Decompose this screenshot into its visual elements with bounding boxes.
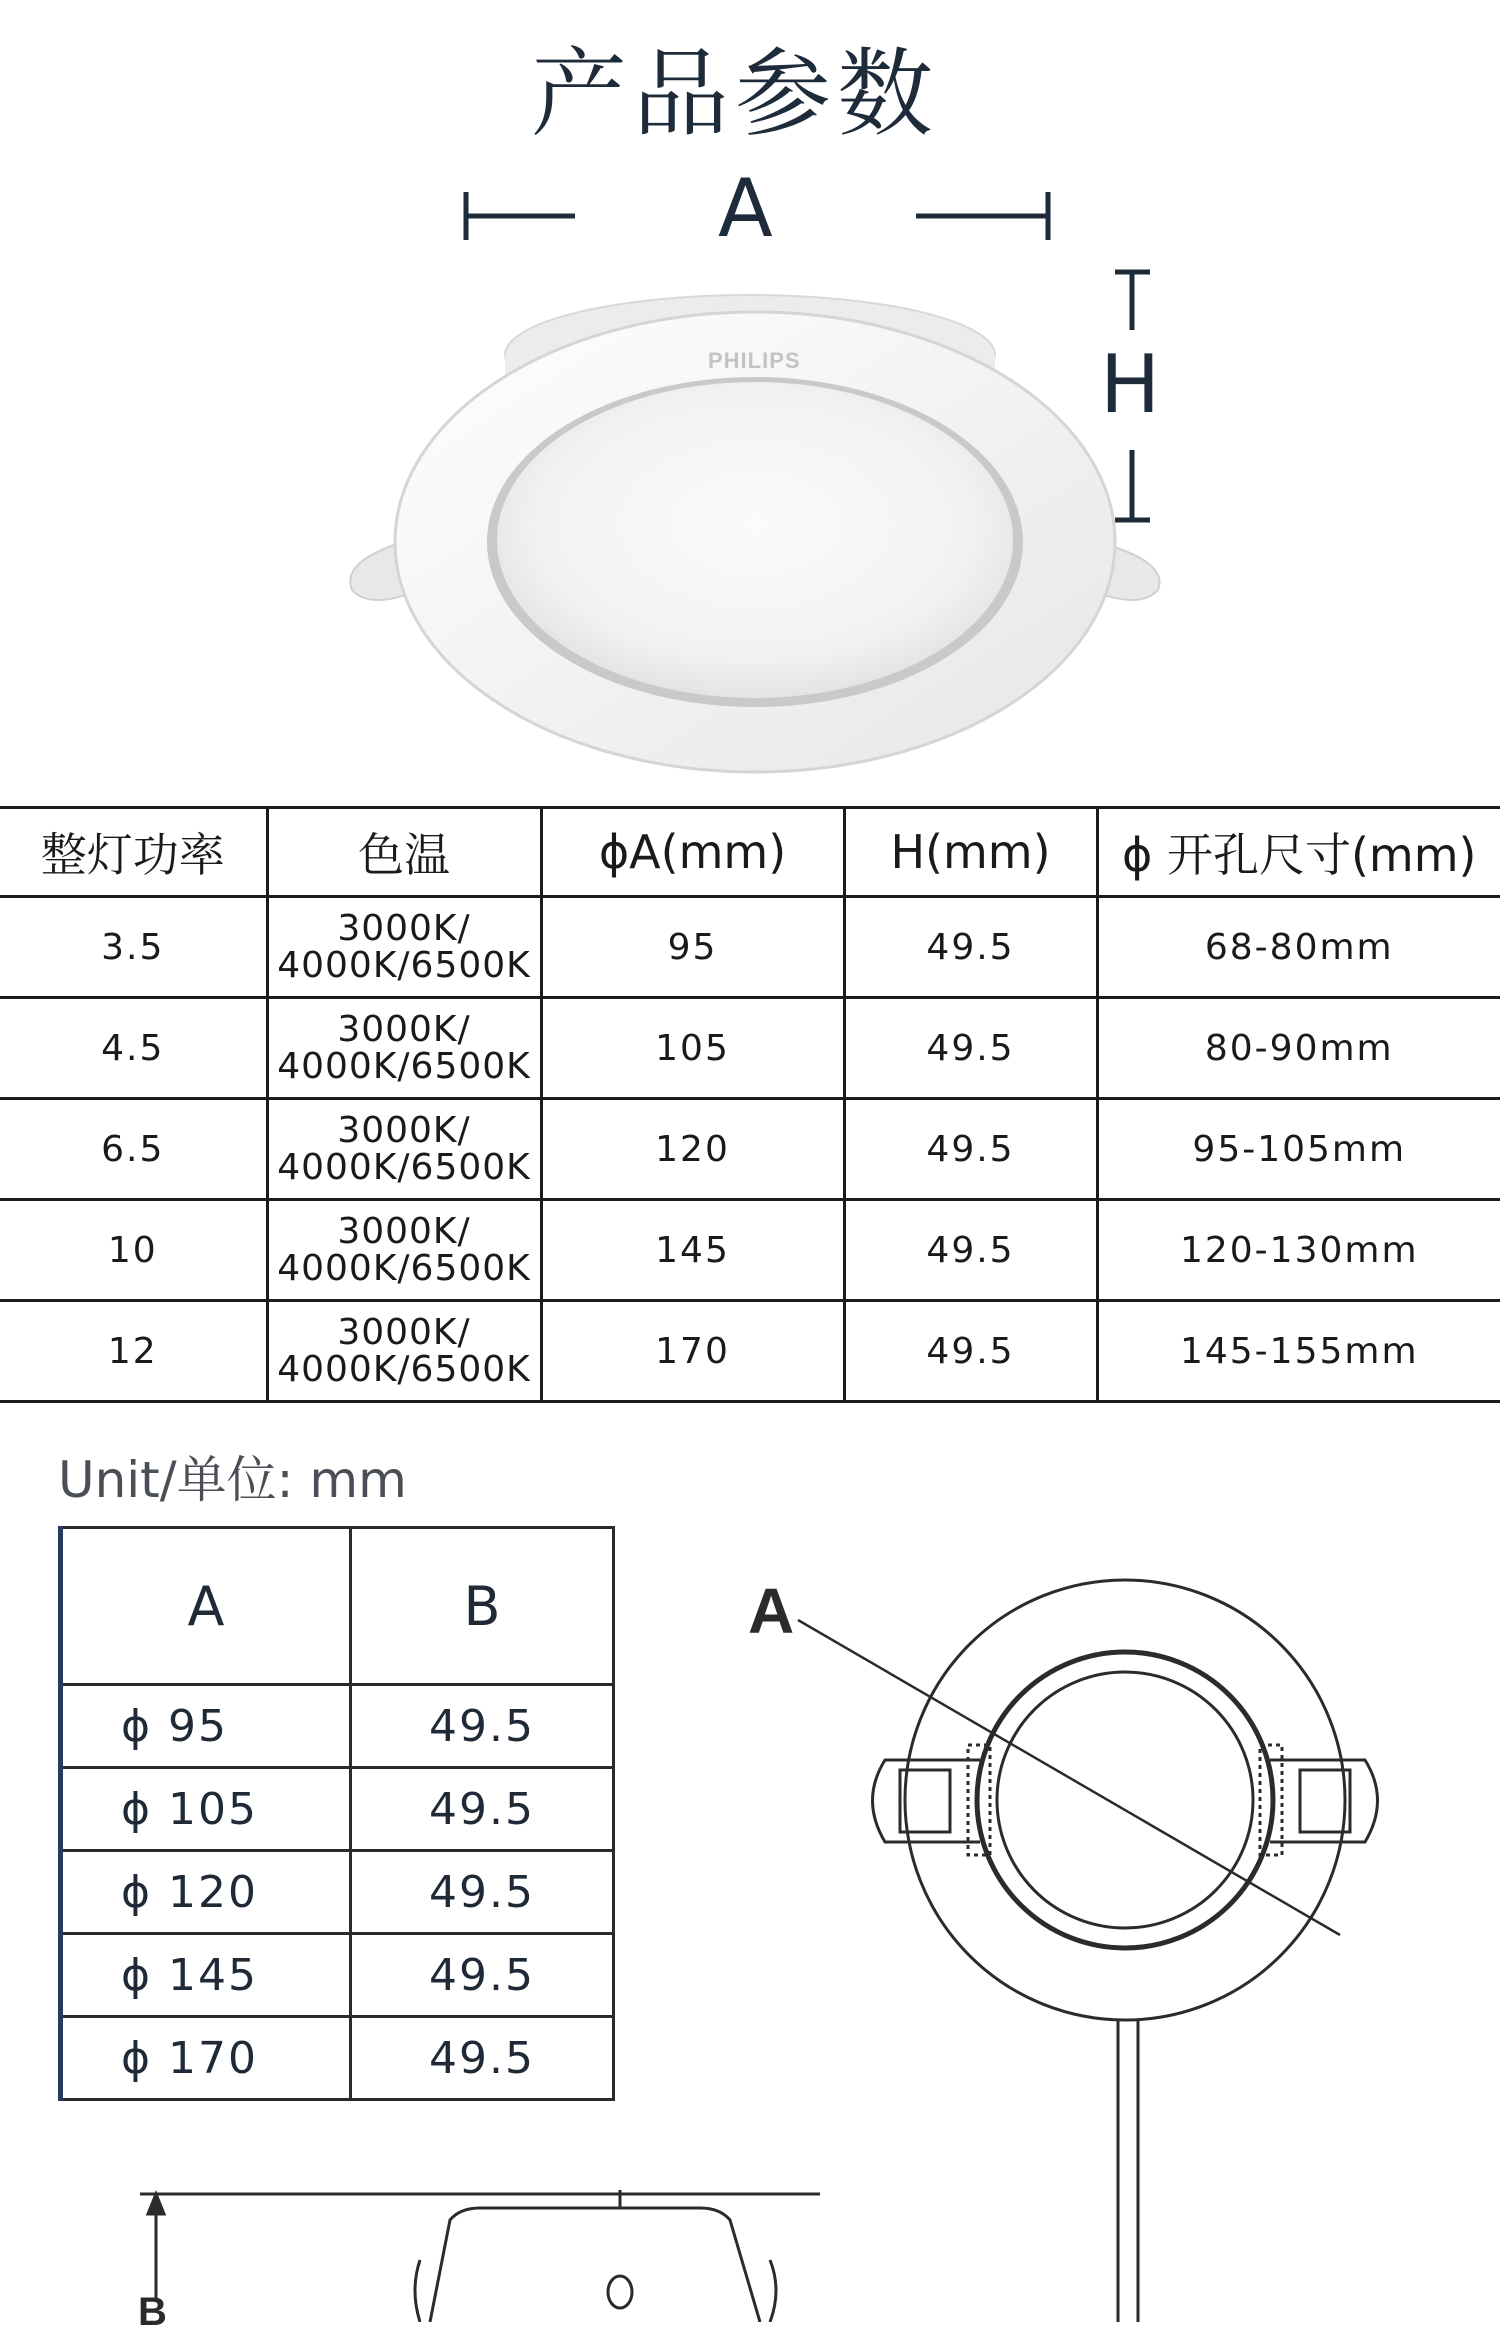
spec-table-header-row xyxy=(0,808,1500,897)
table-row xyxy=(0,1099,1500,1200)
cutout-cell: 95-105mm xyxy=(1097,1099,1500,1200)
table-row xyxy=(61,2017,614,2100)
diameter-cell: 170 xyxy=(541,1301,844,1402)
diameter-cell: 145 xyxy=(541,1200,844,1301)
power-cell: 4.5 xyxy=(0,998,267,1099)
downlight-illustration xyxy=(300,170,1200,790)
power-cell: 6.5 xyxy=(0,1099,267,1200)
dimension-b-cell: 49.5 xyxy=(351,1851,614,1934)
color-temp-cell xyxy=(267,1200,541,1301)
dimension-b-cell: 49.5 xyxy=(351,1934,614,2017)
header-power: 整灯功率 xyxy=(0,808,267,897)
header-diameter-a: ϕA(mm) xyxy=(541,808,844,897)
diameter-cell: 120 xyxy=(541,1099,844,1200)
dimension-a-cell: ϕ 95 xyxy=(61,1685,351,1768)
power-cell: 10 xyxy=(0,1200,267,1301)
dimension-b-cell: 49.5 xyxy=(351,1768,614,1851)
page-title: 产品参数 xyxy=(531,38,939,150)
cct-line-1: 3000K/ xyxy=(337,1312,471,1353)
brand-logo: PHILIPS xyxy=(708,348,801,373)
cct-line-2: 4000K/6500K xyxy=(277,945,531,986)
cct-line-1: 3000K/ xyxy=(337,1211,471,1252)
diameter-cell: 105 xyxy=(541,998,844,1099)
cct-line-2: 4000K/6500K xyxy=(277,1349,531,1390)
dimension-table xyxy=(58,1526,615,2101)
header-color-temp: 色温 xyxy=(267,808,541,897)
cct-line-1: 3000K/ xyxy=(337,908,471,949)
product-photo xyxy=(300,162,1200,790)
header-height: H(mm) xyxy=(844,808,1097,897)
cutout-cell: 120-130mm xyxy=(1097,1200,1500,1301)
dimension-a-cell: ϕ 170 xyxy=(61,2017,351,2100)
height-cell: 49.5 xyxy=(844,998,1097,1099)
dimension-table-header-row xyxy=(61,1528,614,1685)
cct-line-1: 3000K/ xyxy=(337,1110,471,1151)
cct-line-1: 3000K/ xyxy=(337,1009,471,1050)
power-cell: 3.5 xyxy=(0,897,267,998)
dimension-b-cell: 49.5 xyxy=(351,1685,614,1768)
header-a: A xyxy=(61,1528,351,1685)
height-cell: 49.5 xyxy=(844,1099,1097,1200)
dimension-a-cell: ϕ 145 xyxy=(61,1934,351,2017)
diameter-cell: 95 xyxy=(541,897,844,998)
height-cell: 49.5 xyxy=(844,1301,1097,1402)
drawing-label-a: A xyxy=(748,1575,795,1647)
dimension-a-cell: ϕ 120 xyxy=(61,1851,351,1934)
header-cutout: ϕ 开孔尺寸(mm) xyxy=(1097,808,1500,897)
cct-line-2: 4000K/6500K xyxy=(277,1147,531,1188)
header-b: B xyxy=(351,1528,614,1685)
height-cell: 49.5 xyxy=(844,1200,1097,1301)
table-row xyxy=(0,998,1500,1099)
side-view-drawing xyxy=(120,2180,880,2322)
height-cell: 49.5 xyxy=(844,897,1097,998)
cct-line-2: 4000K/6500K xyxy=(277,1248,531,1289)
cutout-cell: 80-90mm xyxy=(1097,998,1500,1099)
cct-line-2: 4000K/6500K xyxy=(277,1046,531,1087)
color-temp-cell xyxy=(267,1099,541,1200)
table-row xyxy=(61,1934,614,2017)
side-technical-drawing xyxy=(120,2180,880,2334)
dimension-h-label: H xyxy=(1100,338,1161,431)
table-row xyxy=(61,1851,614,1934)
cutout-cell: 68-80mm xyxy=(1097,897,1500,998)
unit-label: Unit/单位: mm xyxy=(58,1451,407,1509)
table-row xyxy=(0,1301,1500,1402)
power-cell: 12 xyxy=(0,1301,267,1402)
table-row xyxy=(0,1200,1500,1301)
dimension-b-cell: 49.5 xyxy=(351,2017,614,2100)
table-row xyxy=(61,1768,614,1851)
spec-table xyxy=(0,806,1500,1403)
table-row xyxy=(61,1685,614,1768)
color-temp-cell xyxy=(267,998,541,1099)
color-temp-cell xyxy=(267,897,541,998)
cutout-cell: 145-155mm xyxy=(1097,1301,1500,1402)
drawing-label-b: B xyxy=(138,2290,167,2334)
table-row xyxy=(0,897,1500,998)
color-temp-cell xyxy=(267,1301,541,1402)
dimension-a-label: A xyxy=(718,162,773,255)
dimension-a-cell: ϕ 105 xyxy=(61,1768,351,1851)
